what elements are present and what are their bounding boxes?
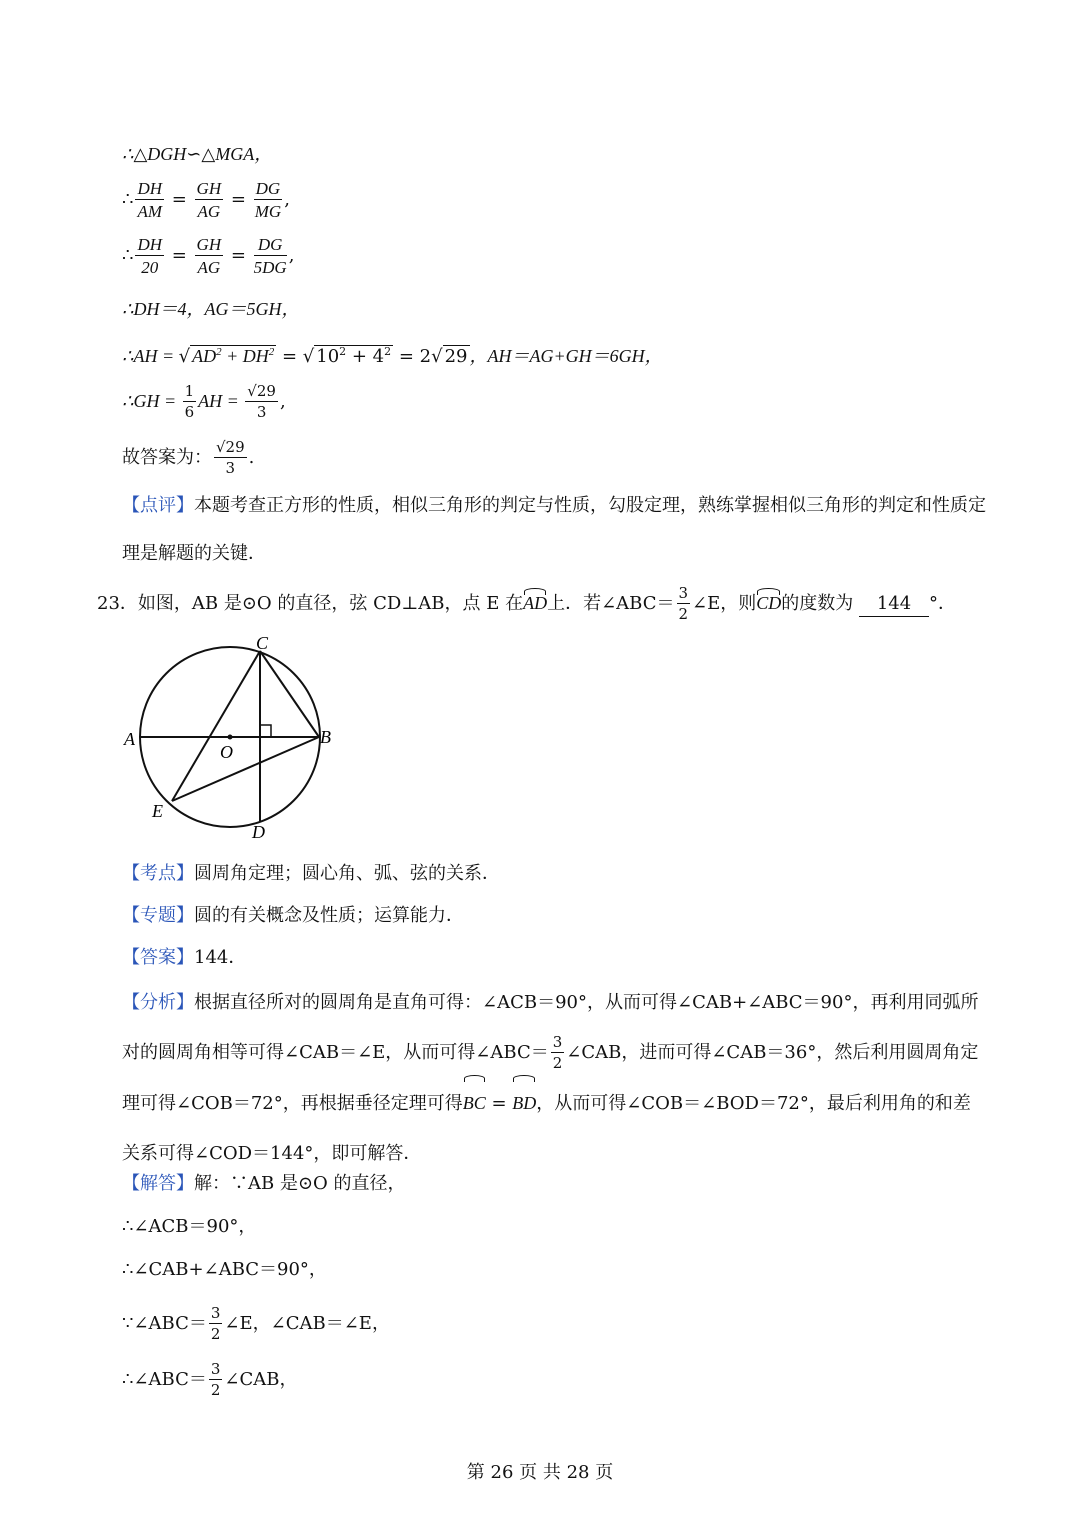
solution-step-2: ∴∠CAB+∠ABC＝90°， [122, 1259, 327, 1280]
solution-step-4: ∴∠ABC＝ $\frac{3}{2}$ ∠CAB， [122, 1360, 298, 1399]
fraction: $\frac{√29}{3}$ [216, 438, 245, 477]
label-o: O [220, 742, 233, 762]
segment-ce [172, 651, 260, 801]
label-b: B [320, 727, 331, 747]
comment-paragraph: 【点评】本题考查正方形的性质，相似三角形的判定与性质，勾股定理，熟练掌握相似三角形的判定和性质定理是解题的关键． [122, 495, 986, 564]
center-dot [228, 735, 233, 740]
fraction: $\frac{1}{6}$ [184, 382, 195, 421]
fraction: $\frac{DG}{5DG}$ [253, 235, 287, 277]
question-23: 23．如图，AB 是⊙O 的直径，弦 CD⊥AB，点 E 在AD上．若∠ABC＝ $\frac{3}{2}$ ∠E，则CD的度数为 144 °． [97, 584, 957, 623]
solution-step-3: ∵∠ABC＝ $\frac{3}{2}$ ∠E，∠CAB＝∠E， [122, 1304, 390, 1343]
step-dh: ∴DH＝4，AG＝5GH， [122, 299, 300, 319]
step-ratio-1: ∴ $\frac{DH}{AM}$ = $\frac{GH}{AG}$ = $\frac{DG}{MG}$ , [122, 179, 290, 221]
page-footer: 第 26 页 共 28 页 [466, 1462, 614, 1483]
fraction: $\frac{3}{2}$ [210, 1360, 221, 1399]
circle-diagram [110, 625, 350, 845]
analysis-paragraph: 【分析】根据直径所对的圆周角是直角可得：∠ACB＝90°，从而可得∠CAB+∠ABC＝90°，再利用同弧所对的圆周角相等可得∠CAB＝∠E，从而可得∠ABC＝ $\frac{3}{2}$ ∠CAB，进而可得∠CAB＝36°，然后利用圆周角定理可得∠COB＝72°，再根据垂径定理可得BC = BD，从而可得∠COB＝∠BOD＝72°，最后利用角的和差关系可得∠COD＝144°，即可解答． [122, 992, 979, 1164]
comment-tag: 【点评】 [122, 495, 194, 516]
step-ratio-2: ∴ $\frac{DH}{20}$ = $\frac{GH}{AG}$ = $\frac{DG}{5DG}$ , [122, 235, 295, 277]
fraction: $\frac{DG}{MG}$ [254, 179, 282, 221]
answer-blank: 144 [859, 592, 929, 617]
label-a: A [124, 729, 135, 749]
daan: 【答案】144． [122, 947, 247, 968]
right-angle-mark [260, 725, 271, 737]
step-gh: ∴GH = $\frac{1}{6}$ AH = $\frac{√29}{3}$ , [122, 382, 286, 421]
label-d: D [252, 822, 265, 842]
step-similar: ∴△DGH∽△MGA， [122, 144, 273, 164]
label-c: C [256, 633, 269, 653]
fraction: $\frac{3}{2}$ [210, 1304, 221, 1343]
fraction: $\frac{3}{2}$ [552, 1033, 563, 1072]
solution-step-1: ∴∠ACB＝90°， [122, 1216, 257, 1237]
segment-eb [172, 737, 319, 801]
fraction: $\frac{GH}{AG}$ [196, 235, 222, 277]
fraction: $\frac{GH}{AG}$ [196, 179, 222, 221]
fraction: $\frac{3}{2}$ [678, 584, 689, 623]
label-e: E [152, 801, 163, 821]
kaodian: 【考点】圆周角定理；圆心角、弧、弦的关系． [122, 863, 500, 884]
solution-start: 【解答】解：∵AB 是⊙O 的直径， [122, 1173, 406, 1194]
fraction: $\frac{DH}{AM}$ [137, 179, 163, 221]
fraction: $\frac{DH}{20}$ [137, 235, 163, 277]
step-ah: ∴AH = √ $AD^2 + DH^2$ = √ $10^2 + 4^2 = 2√$ 29 ，AH＝AG+GH＝6GH， [122, 345, 663, 367]
zhuanti: 【专题】圆的有关概念及性质；运算能力． [122, 905, 464, 926]
fraction: $\frac{√29}{3}$ [247, 382, 276, 421]
final-answer-line: 故答案为： $\frac{√29}{3}$ . [122, 438, 255, 477]
